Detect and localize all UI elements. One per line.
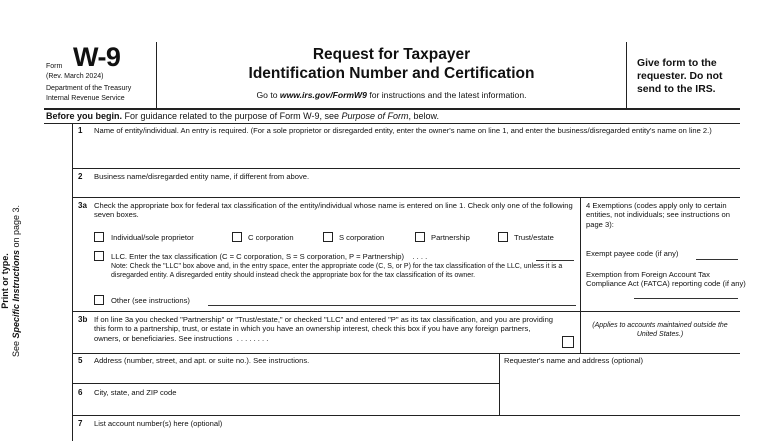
line3b-label: If on line 3a you checked "Partnership" or "Trust/estate," or checked "LLC" and entered "P" as its tax classification, and you are providing this form to a partnership, trust, or estate in which you have an ownership interest, check this box if you have any foreign partners, owners, or beneficiaries. See instructions . . . . . . . . xyxy=(94,315,554,343)
line1-number: 1 xyxy=(78,126,83,135)
goto-prefix: Go to xyxy=(256,90,280,100)
line2-business-name-input[interactable] xyxy=(94,183,738,197)
option-partnership-label: Partnership xyxy=(431,233,470,242)
print-or-type-label: Print or type. xyxy=(0,253,10,309)
line7-number: 7 xyxy=(78,419,83,428)
form-label: Form xyxy=(46,63,63,70)
side-label xyxy=(0,166,22,396)
exempt-payee-code-entry[interactable] xyxy=(696,259,738,260)
before-begin-text: For guidance related to the purpose of Form W-9, see xyxy=(122,111,342,121)
line2-label: Business name/disregarded entity name, if different from above. xyxy=(94,172,310,181)
revision-date: (Rev. March 2024) xyxy=(46,73,104,80)
goto-suffix: for instructions and the latest information. xyxy=(366,90,527,100)
department-line: Department of the Treasury xyxy=(46,85,132,92)
line6-rule xyxy=(72,415,740,416)
checkbox-s-corporation[interactable] xyxy=(323,232,333,242)
before-you-begin xyxy=(46,111,439,121)
line3a-bottom-rule xyxy=(72,311,740,312)
form-title-line2: Identification Number and Certification xyxy=(248,65,535,82)
header-bottom-rule xyxy=(44,108,740,110)
line1-label: Name of entity/individual. An entry is required. (For a sole proprietor or disregarded entity, enter the owner's name on line 1, and enter the business/disregarded entity's name on line 2.) xyxy=(94,126,712,135)
before-begin-suffix: , below. xyxy=(408,111,440,121)
line3a-label: Check the appropriate box for federal tax classification of the entity/individual whose name is entered on line 1. Check only one of the following seven boxes. xyxy=(94,201,573,220)
checkbox-individual[interactable] xyxy=(94,232,104,242)
instructions-link-line xyxy=(157,90,626,100)
option-individual-label: Individual/sole proprietor xyxy=(111,233,194,242)
line2-number: 2 xyxy=(78,172,83,181)
option-trust-estate-label: Trust/estate xyxy=(514,233,554,242)
specific-instructions-label: See Specific Instructions on page 3. xyxy=(11,204,21,358)
line2-rule xyxy=(72,197,740,198)
line6-label: City, state, and ZIP code xyxy=(94,388,177,397)
purpose-of-form-link[interactable]: Purpose of Form xyxy=(341,111,409,121)
line1-name-input[interactable] xyxy=(94,150,738,166)
llc-code-entry[interactable] xyxy=(536,260,574,261)
line6-number: 6 xyxy=(78,388,83,397)
exemptions-divider xyxy=(580,197,581,353)
line5-number: 5 xyxy=(78,356,83,365)
llc-label: LLC. Enter the tax classification (C = C corporation, S = S corporation, P = Partnership) . . . . xyxy=(111,252,428,261)
exemptions-applies-note: (Applies to accounts maintained outside the United States.) xyxy=(592,322,728,338)
line3b-number: 3b xyxy=(78,315,88,324)
header-divider-right xyxy=(626,42,627,108)
line5-label: Address (number, street, and apt. or suite no.). See instructions. xyxy=(94,356,310,365)
exempt-payee-label: Exempt payee code (if any) xyxy=(586,249,679,258)
line7-label: List account number(s) here (optional) xyxy=(94,419,223,428)
requester-label: Requester's name and address (optional) xyxy=(504,356,644,365)
checkbox-trust-estate[interactable] xyxy=(498,232,508,242)
give-form-notice: Give form to the requester. Do not send to the IRS. xyxy=(637,58,723,95)
line1-rule xyxy=(72,168,740,169)
other-label: Other (see instructions) xyxy=(111,296,190,305)
line3a-number: 3a xyxy=(78,201,87,210)
checkbox-foreign-partners[interactable] xyxy=(562,336,574,348)
before-begin-rule xyxy=(44,123,740,124)
checkbox-c-corporation[interactable] xyxy=(232,232,242,242)
option-s-corporation-label: S corporation xyxy=(339,233,385,242)
checkbox-llc[interactable] xyxy=(94,251,104,261)
instructions-url-link[interactable]: www.irs.gov/FormW9 xyxy=(279,90,367,100)
llc-note: Note: Check the "LLC" box above and, in the entry space, enter the appropriate code (C, S, or P) for the tax classification of the LLC, unless it is a disregarded entity. A disregarded entity should instead check the appropriate box for the tax classification of its owner. xyxy=(111,263,563,279)
line3b-bottom-rule xyxy=(72,353,740,354)
form-title-line1: Request for Taxpayer xyxy=(312,46,471,63)
checkbox-other[interactable] xyxy=(94,295,104,305)
fatca-code-entry[interactable] xyxy=(634,298,738,299)
option-c-corporation-label: C corporation xyxy=(248,233,294,242)
side-label-divider xyxy=(72,123,73,441)
requester-divider xyxy=(499,353,500,415)
agency-line: Internal Revenue Service xyxy=(46,95,125,102)
before-begin-bold: Before you begin. xyxy=(46,111,123,121)
exemptions-title: 4 Exemptions (codes apply only to certain entities, not individuals; see instructions on page 3): xyxy=(586,201,730,229)
fatca-label: Exemption from Foreign Account Tax Compliance Act (FATCA) reporting code (if any) xyxy=(586,270,746,289)
checkbox-partnership[interactable] xyxy=(415,232,425,242)
line5-rule xyxy=(72,383,499,384)
other-entry-line[interactable] xyxy=(208,305,576,306)
form-number: W-9 xyxy=(73,42,121,72)
